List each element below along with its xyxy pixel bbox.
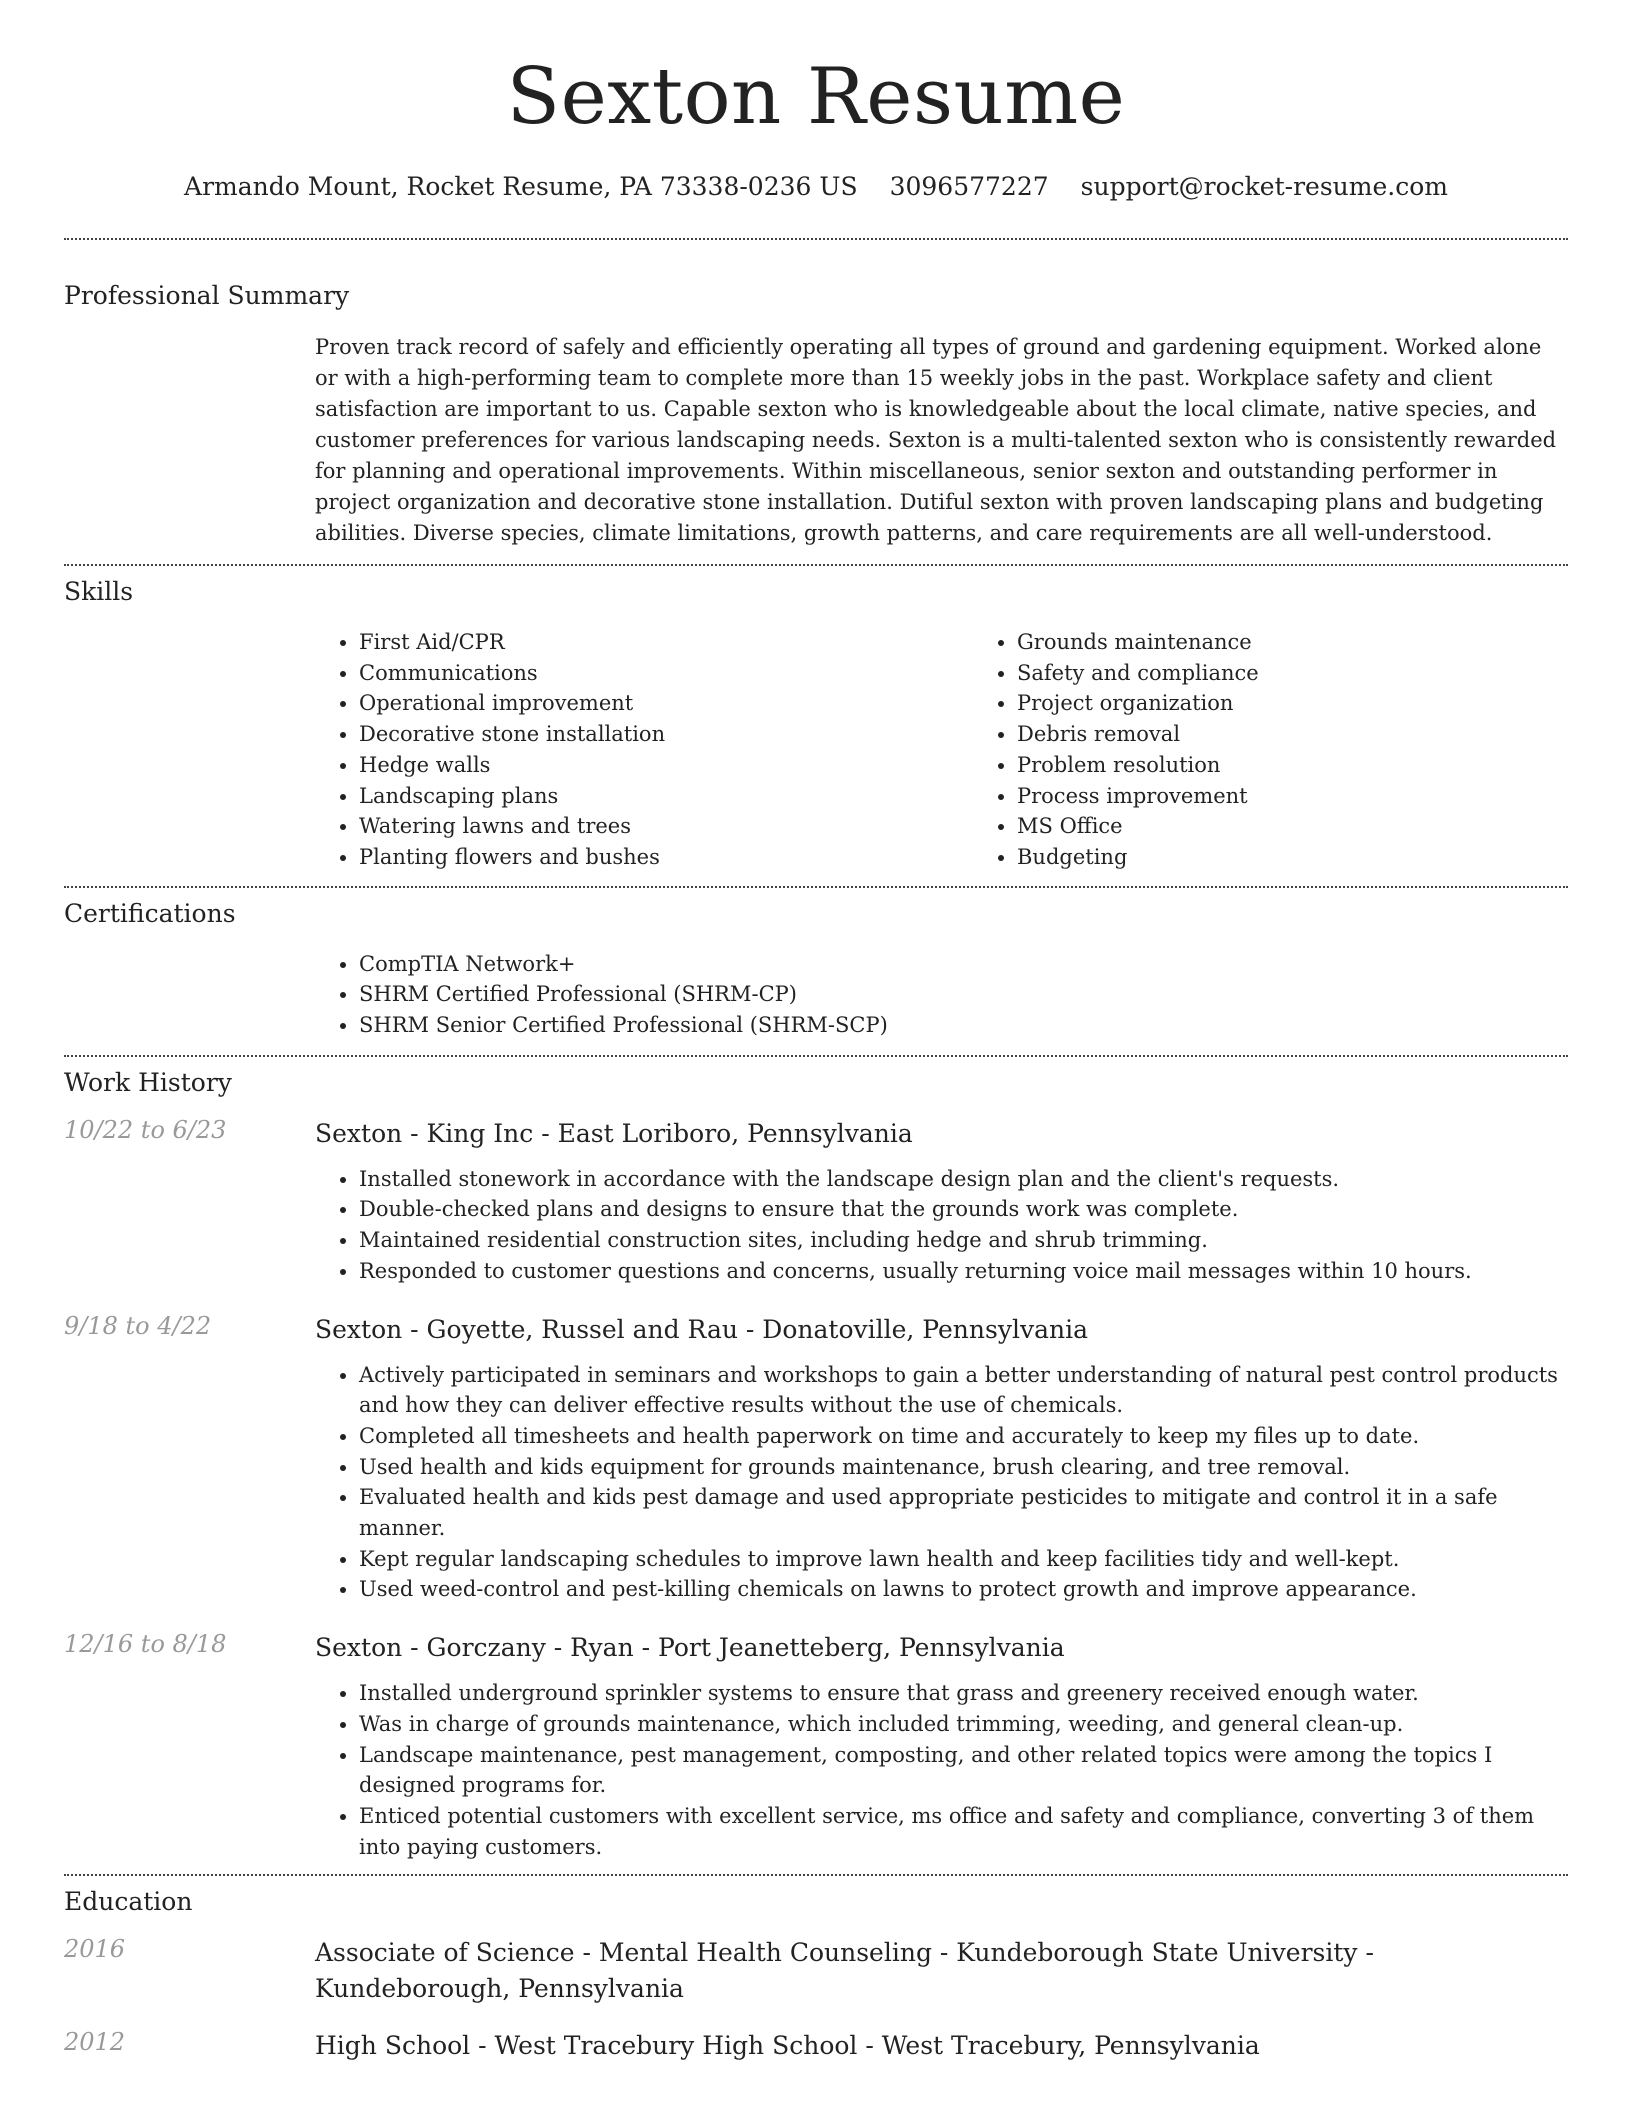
education-year: 2012 (64, 2028, 126, 2057)
summary-text: Proven track record of safely and efficiently operating all types of ground and gardening equipment. Worked alone or with a high-performing team to complete more than 15 weekly jobs in the past. Workplace safety and client satisfaction are important to us. Capable sexton who is knowledgeable about the local climate, native species, and customer preferences for various landscaping needs. Sexton is a multi-talented sexton who is consistently rewarded for planning and operational improvements. Within miscellaneous, senior sexton and outstanding performer in project organization and decorative stone installation. Dutiful sexton with proven landscaping plans and budgeting abilities. Diverse species, climate limitations, growth patterns, and care requirements are all well-understood. (315, 335, 1557, 545)
certification-item: • SHRM Certified Professional (SHRM-CP) (359, 979, 1568, 1010)
job-bullet: • Kept regular landscaping schedules to improve lawn health and keep facilities tidy and well-kept. (359, 1544, 1568, 1575)
resume-name: Sexton Resume (506, 52, 1126, 142)
skill-item: • Problem resolution (1017, 750, 1631, 781)
skill-item: • Process improvement (1017, 781, 1631, 812)
divider (64, 886, 1568, 888)
skill-item: • Budgeting (1017, 842, 1631, 873)
job-entry (64, 1116, 1568, 1287)
skill-item: • Decorative stone installation (359, 719, 973, 750)
job-bullet: • Landscape maintenance, pest management, composting, and other related topics were among the topics I designed programs for. (359, 1740, 1568, 1801)
job-title: Sexton - Gorczany - Ryan - Port Jeanetteberg, Pennsylvania (315, 1633, 1065, 1663)
job-bullet: • Completed all timesheets and health paperwork on time and accurately to keep my files up to date. (359, 1421, 1568, 1452)
skills-section-title: Skills (64, 577, 134, 606)
job-bullet: • Used health and kids equipment for grounds maintenance, brush clearing, and tree removal. (359, 1452, 1568, 1483)
job-bullet: • Responded to customer questions and concerns, usually returning voice mail messages within 10 hours. (359, 1256, 1568, 1287)
job-dates: 9/18 to 4/22 (64, 1311, 212, 1340)
work-section-title: Work History (64, 1067, 232, 1097)
education-year: 2016 (64, 1935, 126, 1964)
job-title: Sexton - King Inc - East Loriboro, Pennsylvania (315, 1118, 913, 1148)
education-entry (64, 1935, 1568, 2007)
skill-item: • Grounds maintenance (1017, 627, 1631, 658)
contact-phone: 3096577227 (889, 172, 1049, 201)
job-bullet: • Evaluated health and kids pest damage and used appropriate pesticides to mitigate and control it in a safe manner. (359, 1482, 1568, 1543)
job-bullet: • Actively participated in seminars and workshops to gain a better understanding of natural pest control products and how they can deliver effective results without the use of chemicals. (359, 1360, 1568, 1421)
job-entry (64, 1630, 1568, 1862)
job-bullet: • Was in charge of grounds maintenance, which included trimming, weeding, and general clean-up. (359, 1709, 1568, 1740)
skills-list-right (973, 627, 1631, 873)
education-title: Associate of Science - Mental Health Counseling - Kundeborough State University - Kundeborough, Pennsylvania (315, 1938, 1374, 2004)
job-bullet: • Used weed-control and pest-killing chemicals on lawns to protect growth and improve appearance. (359, 1574, 1568, 1605)
divider (64, 1055, 1568, 1057)
certification-item: • SHRM Senior Certified Professional (SHRM-SCP) (359, 1010, 1568, 1041)
contact-email: support@rocket-resume.com (1080, 172, 1448, 201)
job-title: Sexton - Goyette, Russel and Rau - Donatoville, Pennsylvania (315, 1314, 1088, 1344)
education-entry (64, 2028, 1568, 2064)
divider (64, 238, 1568, 240)
skill-item: • Watering lawns and trees (359, 811, 973, 842)
job-entry (64, 1312, 1568, 1606)
divider (64, 564, 1568, 566)
certifications-section-title: Certifications (64, 898, 236, 928)
skill-item: • First Aid/CPR (359, 627, 973, 658)
education-title: High School - West Tracebury High School - West Tracebury, Pennsylvania (315, 2031, 1260, 2061)
skill-item: • Hedge walls (359, 750, 973, 781)
skill-item: • MS Office (1017, 811, 1631, 842)
contact-line (64, 172, 1568, 201)
skills-row (64, 627, 1568, 873)
skill-item: • Project organization (1017, 688, 1631, 719)
job-dates: 12/16 to 8/18 (64, 1630, 227, 1659)
skills-grid (315, 627, 1631, 873)
skill-item: • Operational improvement (359, 688, 973, 719)
job-bullet: • Double-checked plans and designs to ensure that the grounds work was complete. (359, 1194, 1568, 1225)
skill-item: • Planting flowers and bushes (359, 842, 973, 873)
certification-item: • CompTIA Network+ (359, 949, 1568, 980)
job-dates: 10/22 to 6/23 (64, 1115, 227, 1144)
divider (64, 1874, 1568, 1876)
education-section-title: Education (64, 1887, 193, 1917)
job-bullet: • Maintained residential construction sites, including hedge and shrub trimming. (359, 1225, 1568, 1256)
certifications-row (64, 949, 1568, 1041)
job-bullet: • Installed underground sprinkler systems to ensure that grass and greenery received enough water. (359, 1678, 1568, 1709)
job-bullets (315, 1360, 1568, 1606)
skill-item: • Communications (359, 658, 973, 689)
summary-row (64, 332, 1568, 549)
job-bullets (315, 1164, 1568, 1287)
skills-list-left (315, 627, 973, 873)
job-bullet: • Installed stonework in accordance with the landscape design plan and the client's requests. (359, 1164, 1568, 1195)
job-bullets (315, 1678, 1568, 1862)
summary-section-title: Professional Summary (64, 281, 350, 310)
contact-address: Armando Mount, Rocket Resume, PA 73338-0236 US (184, 172, 858, 201)
certifications-list (315, 949, 1568, 1041)
skill-item: • Debris removal (1017, 719, 1631, 750)
resume-page (64, 0, 1568, 2064)
skill-item: • Safety and compliance (1017, 658, 1631, 689)
job-bullet: • Enticed potential customers with excellent service, ms office and safety and compliance, converting 3 of them into paying customers. (359, 1801, 1568, 1862)
skill-item: • Landscaping plans (359, 781, 973, 812)
